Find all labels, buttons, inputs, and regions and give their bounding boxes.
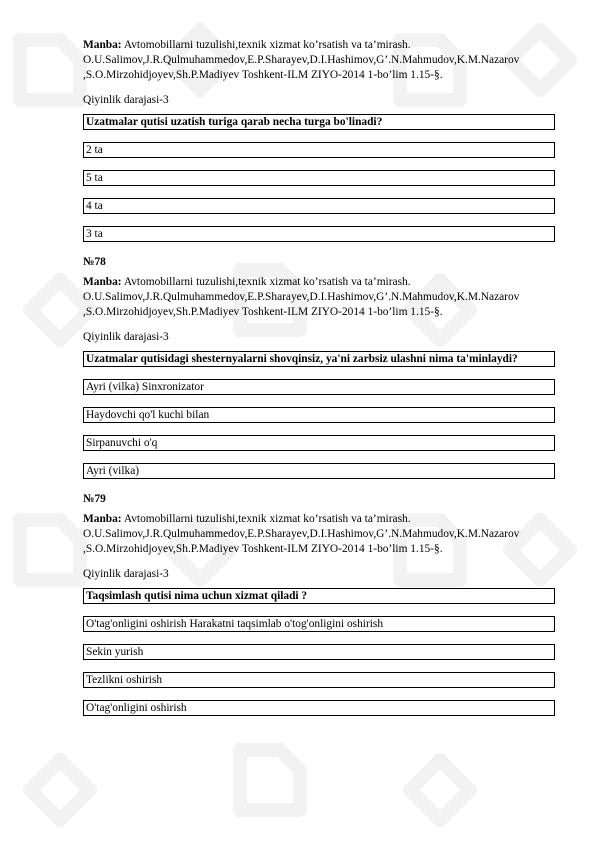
question-number: №78 <box>83 256 106 268</box>
question-table <box>83 351 555 479</box>
difficulty-level: Qiyinlik darajasi-3 <box>83 568 169 580</box>
source-citation <box>83 512 555 557</box>
question-text: Taqsimlash qutisi nima uchun xizmat qiladi ? <box>83 588 555 604</box>
question-number: №79 <box>83 493 106 505</box>
source-label: Manba: <box>83 276 122 288</box>
source-label: Manba: <box>83 513 122 525</box>
source-text-line-3: ,S.O.Mirzohidjoyev,Sh.P.Madiyev Toshkent-ILM ZIYO-2014 1-bo’lim 1.15-§. <box>83 543 443 555</box>
source-label: Manba: <box>83 39 122 51</box>
source-text-line-2: O.U.Salimov,J.R.Qulmuhammedov,E.P.Sharayev,D.I.Hashimov,G’.N.Mahmudov,K.M.Nazarov <box>83 54 520 66</box>
source-text-line-1: Avtomobillarni tuzulishi,texnik xizmat ko’rsatish va ta’mirash. <box>123 39 411 51</box>
difficulty-level: Qiyinlik darajasi-3 <box>83 94 169 106</box>
answer-option: 4 ta <box>83 198 555 214</box>
source-text-line-3: ,S.O.Mirzohidjoyev,Sh.P.Madiyev Toshkent-ILM ZIYO-2014 1-bo’lim 1.15-§. <box>83 69 443 81</box>
question-table <box>83 114 555 242</box>
source-text-line-2: O.U.Salimov,J.R.Qulmuhammedov,E.P.Sharayev,D.I.Hashimov,G’.N.Mahmudov,K.M.Nazarov <box>83 528 520 540</box>
question-block-79 <box>83 492 555 716</box>
question-table <box>83 588 555 716</box>
source-citation <box>83 275 555 320</box>
answer-option: Sekin yurish <box>83 644 555 660</box>
question-text: Uzatmalar qutisi uzatish turiga qarab necha turga bo'linadi? <box>83 114 555 130</box>
answer-option: Haydovchi qo'l kuchi bilan <box>83 407 555 423</box>
difficulty-level: Qiyinlik darajasi-3 <box>83 331 169 343</box>
answer-option: Tezlikni oshirish <box>83 672 555 688</box>
answer-option: O'tag'onligini oshirish <box>83 700 555 716</box>
source-text-line-3: ,S.O.Mirzohidjoyev,Sh.P.Madiyev Toshkent-ILM ZIYO-2014 1-bo’lim 1.15-§. <box>83 306 443 318</box>
document-page <box>83 38 555 716</box>
source-citation <box>83 38 555 83</box>
answer-option: 3 ta <box>83 226 555 242</box>
source-text-line-2: O.U.Salimov,J.R.Qulmuhammedov,E.P.Sharayev,D.I.Hashimov,G’.N.Mahmudov,K.M.Nazarov <box>83 291 520 303</box>
answer-option: Sirpanuvchi o'q <box>83 435 555 451</box>
answer-option: 5 ta <box>83 170 555 186</box>
question-block-1 <box>83 38 555 242</box>
question-block-78 <box>83 255 555 479</box>
answer-option: Ayri (vilka) <box>83 463 555 479</box>
answer-option: O'tag'onligini oshirish Harakatni taqsimlab o'tog'onligini oshirish <box>83 616 555 632</box>
source-text-line-1: Avtomobillarni tuzulishi,texnik xizmat ko’rsatish va ta’mirash. <box>123 513 411 525</box>
question-text: Uzatmalar qutisidagi shesternyalarni shovqinsiz, ya'ni zarbsiz ulashni nima ta'minlaydi? <box>83 351 555 367</box>
answer-option: Ayri (vilka) Sinxronizator <box>83 379 555 395</box>
source-text-line-1: Avtomobillarni tuzulishi,texnik xizmat ko’rsatish va ta’mirash. <box>123 276 411 288</box>
answer-option: 2 ta <box>83 142 555 158</box>
